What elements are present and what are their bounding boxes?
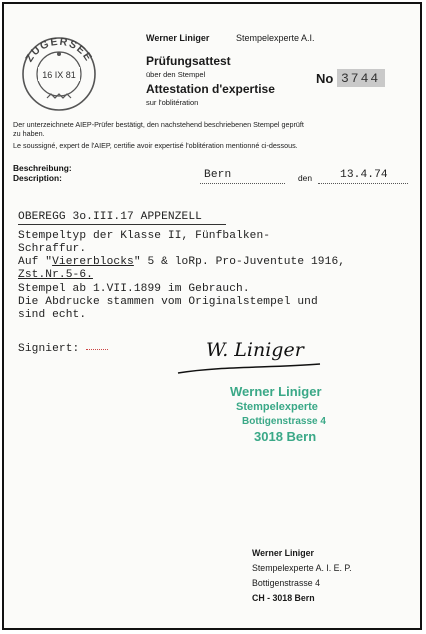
green-stamp-city: 3018 Bern <box>254 429 317 444</box>
postmark-town: ZUGERSEE <box>23 35 95 65</box>
body-line-7: sind echt. <box>18 309 87 321</box>
date-line <box>318 183 408 184</box>
signature-text: W. Liniger <box>206 339 304 361</box>
postmark-date: 16 IX 81 <box>42 70 76 80</box>
intro-french: Le soussigné, expert de l'AIEP, certifie avoir expertisé l'oblitération mentionné ci-dessous. <box>13 141 298 150</box>
postmark-stamp <box>14 26 104 116</box>
green-stamp-title: Stempelexperte <box>236 401 318 413</box>
footer-street: Bottigenstrasse 4 <box>252 578 320 588</box>
body-line-3-post: " 5 & loRp. Pro-Juventute 1916, <box>133 256 346 268</box>
date-value: 13.4.74 <box>340 169 388 181</box>
footer-city: CH - 3018 Bern <box>252 593 315 603</box>
intro-german-line2: zu haben. <box>13 129 45 138</box>
expert-title-header: Stempelexperte A.I. <box>236 33 315 43</box>
footer-title: Stempelexperte A. I. E. P. <box>252 563 352 573</box>
body-line-6: Die Abdrucke stammen vom Originalstempel und <box>18 296 318 308</box>
expert-name-header: Werner Liniger <box>146 33 210 43</box>
body-line-2: Schraffur. <box>18 243 87 255</box>
beschreibung-label: Beschreibung: <box>13 163 72 173</box>
footer-name: Werner Liniger <box>252 548 314 558</box>
red-mark <box>86 349 108 350</box>
handwritten-signature <box>170 328 330 378</box>
body-line-3-underlined: Viererblocks <box>52 256 134 268</box>
certificate-number-label: No <box>316 71 334 86</box>
title-french: Attestation d'expertise <box>146 82 275 96</box>
green-stamp-name: Werner Liniger <box>230 384 322 399</box>
subtitle-german: über den Stempel <box>146 70 206 79</box>
den-label: den <box>298 173 312 183</box>
body-heading-underline <box>18 224 226 225</box>
intro-german-line1: Der unterzeichnete AIEP-Prüfer bestätigt, den nachstehend beschriebenen Stempel geprüft <box>13 120 304 129</box>
title-german: Prüfungsattest <box>146 54 231 68</box>
body-heading: OBEREGG 3o.III.17 APPENZELL <box>18 211 202 223</box>
body-line-5: Stempel ab 1.VII.1899 im Gebrauch. <box>18 283 250 295</box>
signed-label: Signiert: <box>18 343 80 355</box>
body-line-3 <box>18 256 345 268</box>
subtitle-french: sur l'oblitération <box>146 98 199 107</box>
svg-text:ZUGERSEE <box>23 36 95 64</box>
green-stamp-street: Bottigenstrasse 4 <box>242 416 326 427</box>
place-value: Bern <box>204 169 232 181</box>
description-label: Description: <box>13 173 62 183</box>
body-line-1: Stempeltyp der Klasse II, Fünfbalken- <box>18 230 271 242</box>
body-line-3-pre: Auf " <box>18 256 53 268</box>
body-line-4: Zst.Nr.5-6. <box>18 269 93 281</box>
certificate-number: 3744 <box>341 71 381 86</box>
place-line <box>200 183 285 184</box>
